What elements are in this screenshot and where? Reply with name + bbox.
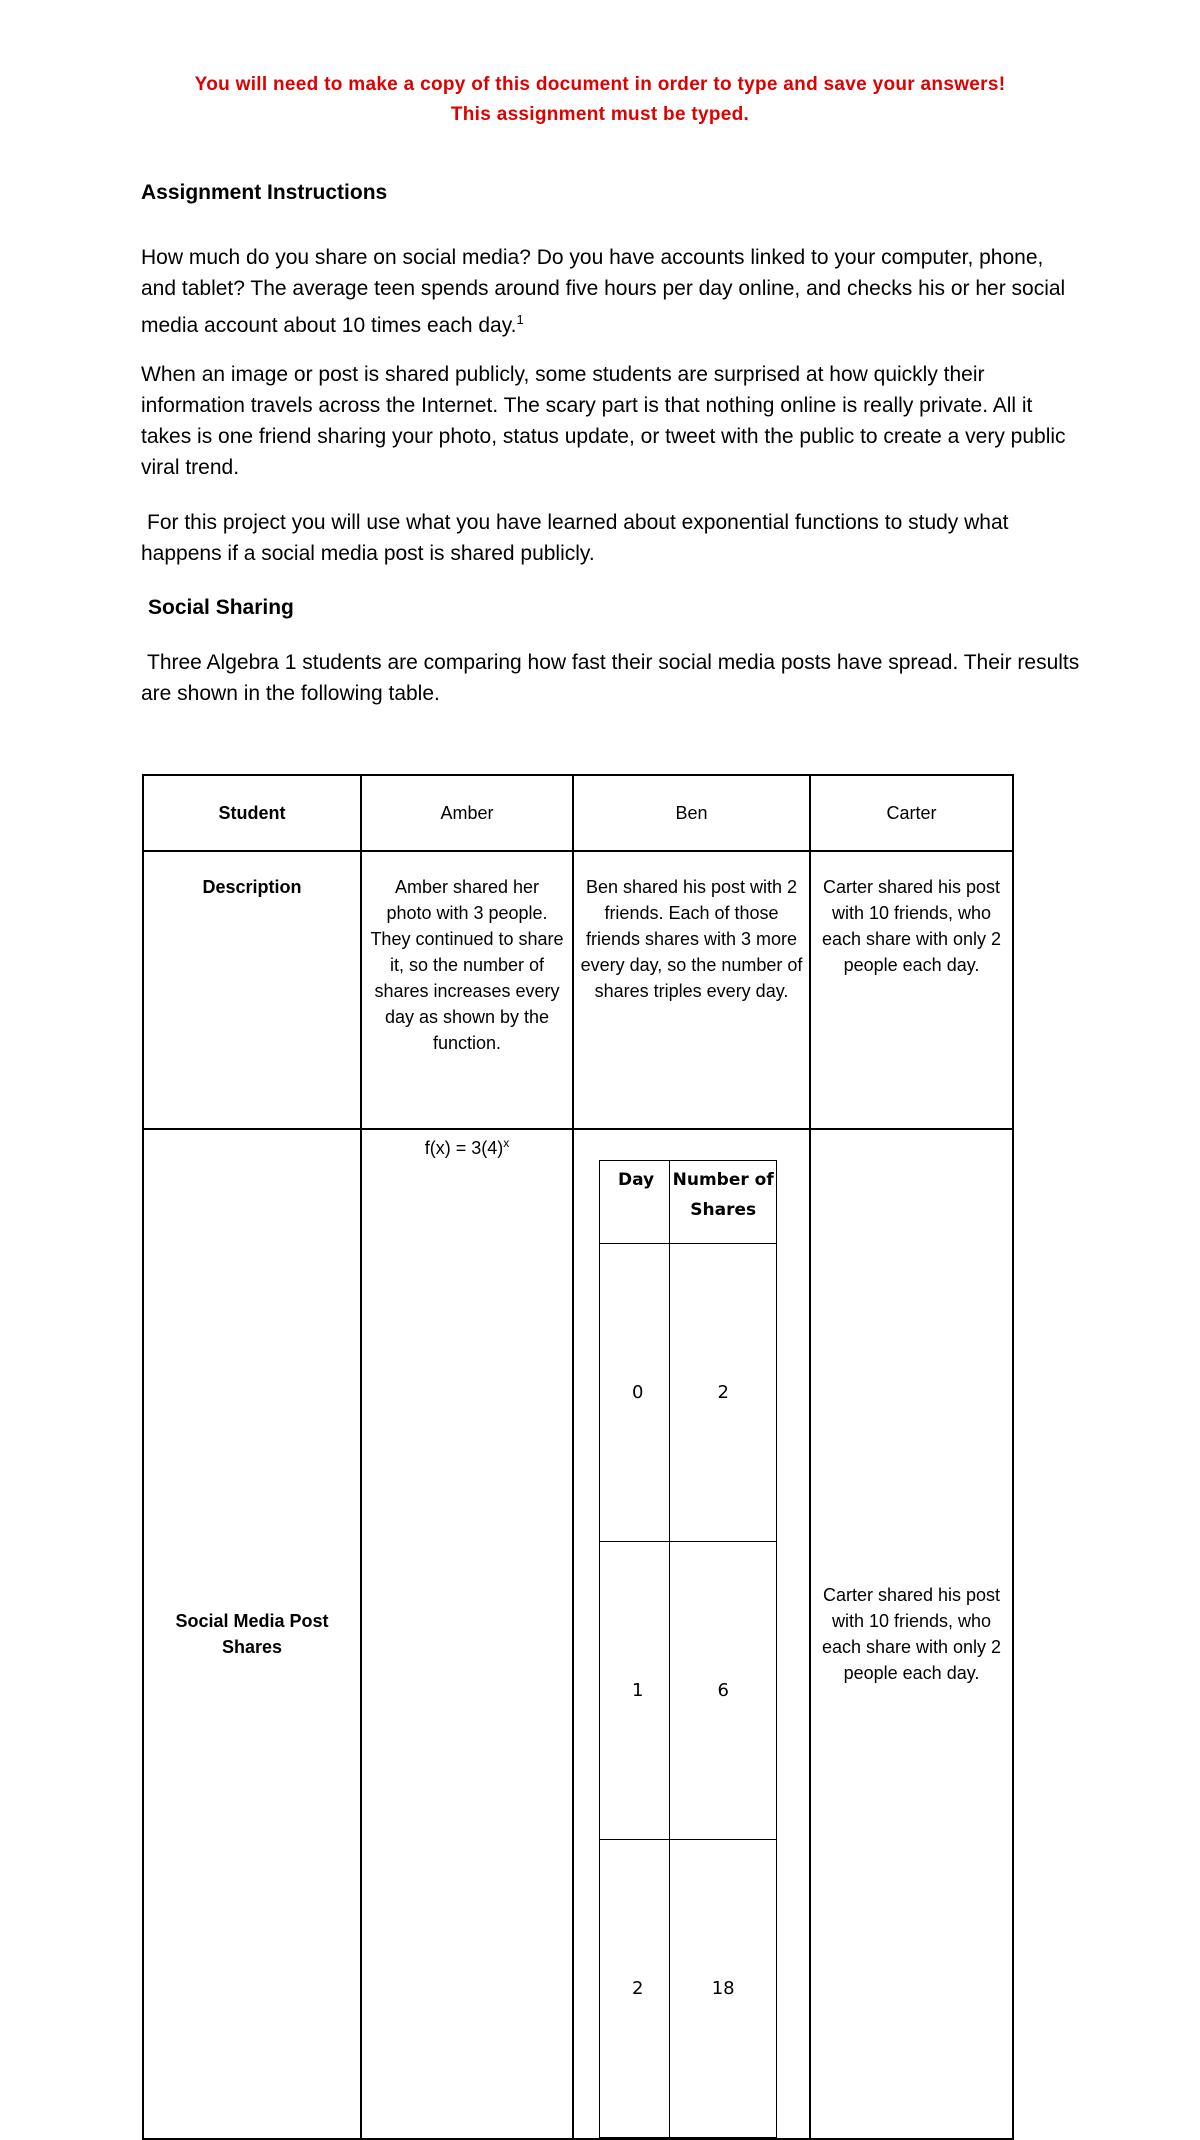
social-sharing-paragraph: Three Algebra 1 students are comparing how fast their social media posts have spread. Their results are shown in the following table.: [141, 651, 1080, 705]
table-row: [600, 1542, 777, 1840]
ben-table-header-shares: Number of Shares: [670, 1161, 777, 1244]
shares-row: [143, 1129, 1013, 2139]
ben-table-header-row: [600, 1161, 777, 1244]
student-name-amber: Amber: [361, 775, 573, 851]
footnote-marker: 1: [516, 312, 524, 327]
amber-function-exponent: x: [503, 1136, 510, 1150]
copy-notice-line1: You will need to make a copy of this document in order to type and save your answers!: [194, 74, 1006, 95]
description-ben-text: Ben shared his post with 2 friends. Each of those friends shares with 3 more every day, so the number of shares triples every day.: [580, 877, 803, 1001]
table-row: [600, 1840, 777, 2138]
instructions-paragraph-2: When an image or post is shared publicly, some students are surprised at how quickly their information travels across the Internet. The scary part is that nothing online is really private. All it takes is one friend sharing your photo, status update, or tweet with the public to create a very public viral trend.: [141, 363, 1066, 479]
description-carter-text: Carter shared his post with 10 friends, who each share with only 2 people each day.: [821, 877, 1002, 975]
ben-shares-0: 2: [670, 1244, 777, 1542]
carter-shares-cell: [810, 1129, 1013, 2139]
ben-day-2: 2: [600, 1840, 670, 2138]
description-ben: [573, 851, 810, 1129]
description-label-cell: Description: [143, 851, 361, 1129]
ben-shares-1: 6: [670, 1542, 777, 1840]
shares-label-text: Social Media Post Shares: [175, 1611, 329, 1657]
student-name-ben: Ben: [573, 775, 810, 851]
assignment-instructions-heading: Assignment Instructions: [141, 181, 388, 204]
shares-label-cell: [143, 1129, 361, 2139]
ben-table-header-day: Day: [600, 1161, 670, 1244]
description-amber: [361, 851, 573, 1129]
copy-notice: [0, 70, 1200, 130]
description-row: [143, 851, 1013, 1129]
ben-day-0: 0: [600, 1244, 670, 1542]
ben-table-cell: [573, 1129, 810, 2139]
table-row: [600, 1244, 777, 1542]
instructions-paragraph-3: For this project you will use what you have learned about exponential functions to study what happens if a social media post is shared publicly.: [141, 511, 1009, 565]
instructions-paragraph-1-text: How much do you share on social media? Do you have accounts linked to your computer, phone, and tablet? The average teen spends around five hours per day online, and checks his or her social media account about 10 times each day.: [141, 246, 1066, 337]
ben-day-1: 1: [600, 1542, 670, 1840]
copy-notice-line2: This assignment must be typed.: [450, 104, 750, 125]
amber-function: f(x) = 3(4): [424, 1138, 504, 1158]
carter-shares-text: Carter shared his post with 10 friends, who each share with only 2 people each day.: [821, 1585, 1002, 1683]
ben-shares-table: [599, 1160, 777, 2138]
description-carter: [810, 851, 1013, 1129]
student-row: [143, 775, 1013, 851]
instructions-paragraph-1: [141, 242, 1081, 341]
amber-function-cell: [361, 1129, 573, 2139]
student-label-cell: Student: [143, 775, 361, 851]
description-amber-text: Amber shared her photo with 3 people. They continued to share it, so the number of shares increases every day as shown by the function.: [370, 877, 564, 1053]
student-name-carter: Carter: [810, 775, 1013, 851]
ben-shares-2: 18: [670, 1840, 777, 2138]
social-sharing-heading: Social Sharing: [148, 596, 294, 619]
comparison-table: [142, 774, 1014, 2140]
